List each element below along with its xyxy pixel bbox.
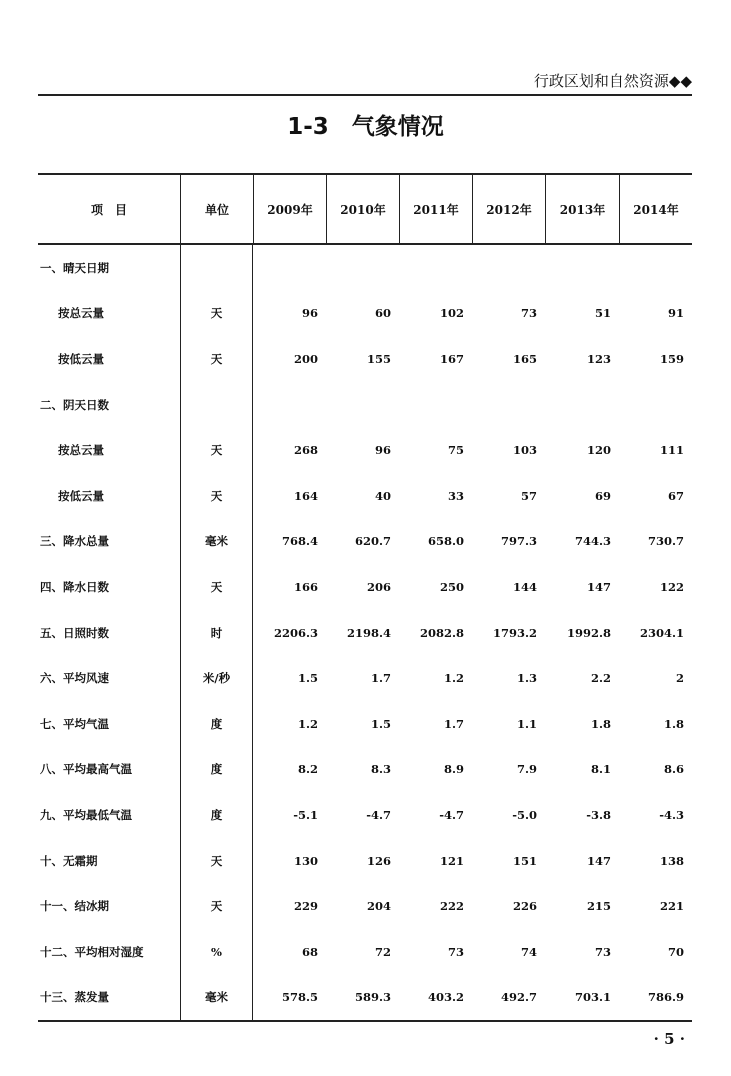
row-unit: 度 (180, 747, 253, 793)
table-row (38, 792, 692, 838)
row-item: 十三、蒸发量 (40, 990, 109, 1005)
row-unit: 度 (180, 792, 253, 838)
cell-value: 1.2 (297, 716, 318, 731)
cell-value: 1.8 (590, 716, 611, 731)
cell-value: 122 (659, 579, 684, 594)
cell-value: 578.5 (281, 990, 318, 1005)
cell-value: 91 (667, 306, 684, 321)
cell-value: 2206.3 (273, 625, 318, 640)
cell-value: 159 (659, 351, 684, 366)
column-header: 2014年 (619, 175, 692, 243)
cell-value: 123 (586, 351, 611, 366)
cell-value: 1.3 (516, 671, 537, 686)
cell-value (253, 245, 326, 291)
row-unit: 毫米 (180, 975, 253, 1021)
table-row (38, 564, 692, 610)
column-header: 单位 (180, 175, 253, 243)
cell-value (619, 382, 692, 428)
row-item: 一、晴天日期 (40, 260, 109, 275)
cell-value: 2082.8 (419, 625, 464, 640)
cell-value: 221 (659, 899, 684, 914)
cell-value: 786.9 (647, 990, 684, 1005)
cell-value (545, 245, 619, 291)
column-header: 2011年 (399, 175, 472, 243)
column-header: 项 目 (90, 202, 127, 217)
cell-value: 72 (374, 944, 391, 959)
cell-value: 1.7 (370, 671, 391, 686)
cell-value: 1.2 (443, 671, 464, 686)
row-unit: 天 (180, 291, 253, 337)
cell-value: 75 (447, 443, 464, 458)
row-item: 按总云量 (58, 306, 104, 321)
table-header (38, 175, 692, 245)
cell-value: 155 (366, 351, 391, 366)
cell-value: 151 (512, 853, 537, 868)
cell-value: 730.7 (647, 534, 684, 549)
cell-value: 8.9 (443, 762, 464, 777)
cell-value: 1.5 (297, 671, 318, 686)
table-row (38, 747, 692, 793)
cell-value: 147 (586, 853, 611, 868)
table-row (38, 245, 692, 291)
row-item: 四、降水日数 (40, 579, 109, 594)
table-row (38, 473, 692, 519)
row-item: 八、平均最高气温 (40, 762, 132, 777)
table-row (38, 610, 692, 656)
table-row (38, 975, 692, 1021)
table-row (38, 883, 692, 929)
row-item: 五、日照时数 (40, 625, 109, 640)
cell-value: 130 (293, 853, 318, 868)
row-item: 六、平均风速 (40, 671, 109, 686)
cell-value: 589.3 (354, 990, 391, 1005)
cell-value: 40 (374, 488, 391, 503)
cell-value (253, 382, 326, 428)
row-unit (180, 245, 253, 291)
cell-value: 165 (512, 351, 537, 366)
cell-value: -5.0 (512, 807, 537, 822)
cell-value: 102 (439, 306, 464, 321)
cell-value: 268 (293, 443, 318, 458)
row-item: 按总云量 (58, 443, 104, 458)
row-unit: 天 (180, 473, 253, 519)
cell-value: 96 (301, 306, 318, 321)
cell-value: 703.1 (574, 990, 611, 1005)
row-item: 十、无霜期 (40, 853, 98, 868)
table-row (38, 838, 692, 884)
row-unit: 米/秒 (180, 655, 253, 701)
cell-value: 797.3 (500, 534, 537, 549)
cell-value: 620.7 (354, 534, 391, 549)
column-header: 2009年 (253, 175, 326, 243)
row-item: 十二、平均相对湿度 (40, 944, 144, 959)
cell-value: 103 (512, 443, 537, 458)
cell-value: 403.2 (427, 990, 464, 1005)
row-unit: 时 (180, 610, 253, 656)
table-row (38, 291, 692, 337)
row-unit: 天 (180, 838, 253, 884)
table-row (38, 701, 692, 747)
cell-value: 111 (659, 443, 684, 458)
row-item: 按低云量 (58, 351, 104, 366)
row-item: 十一、结冰期 (40, 899, 109, 914)
row-unit: 天 (180, 427, 253, 473)
row-unit: 度 (180, 701, 253, 747)
table-row (38, 427, 692, 473)
cell-value: 215 (586, 899, 611, 914)
table-row (38, 519, 692, 565)
cell-value: 121 (439, 853, 464, 868)
row-item: 七、平均气温 (40, 716, 109, 731)
cell-value: 2304.1 (639, 625, 684, 640)
cell-value (399, 382, 472, 428)
table-row (38, 655, 692, 701)
cell-value: 147 (586, 579, 611, 594)
cell-value: 68 (301, 944, 318, 959)
cell-value: 222 (439, 899, 464, 914)
cell-value (619, 245, 692, 291)
cell-value: 1.7 (443, 716, 464, 731)
cell-value: 2.2 (590, 671, 611, 686)
row-unit (180, 382, 253, 428)
cell-value: 126 (366, 853, 391, 868)
cell-value: 7.9 (516, 762, 537, 777)
cell-value (326, 245, 399, 291)
cell-value (326, 382, 399, 428)
cell-value: 226 (512, 899, 537, 914)
cell-value: 1.1 (516, 716, 537, 731)
cell-value: 2198.4 (346, 625, 391, 640)
cell-value: -4.7 (366, 807, 391, 822)
cell-value: 70 (667, 944, 684, 959)
cell-value: 8.1 (590, 762, 611, 777)
row-item: 按低云量 (58, 488, 104, 503)
row-unit: 天 (180, 883, 253, 929)
cell-value: 2 (675, 671, 684, 686)
table-row (38, 382, 692, 428)
cell-value: 1793.2 (492, 625, 537, 640)
cell-value (545, 382, 619, 428)
cell-value: -4.3 (659, 807, 684, 822)
table-row (38, 336, 692, 382)
cell-value: 166 (293, 579, 318, 594)
cell-value: -3.8 (586, 807, 611, 822)
running-header: 行政区划和自然资源◆◆ (533, 72, 692, 90)
header-rule (38, 94, 692, 96)
cell-value: 768.4 (281, 534, 318, 549)
column-header: 2013年 (545, 175, 619, 243)
cell-value: 8.6 (663, 762, 684, 777)
page-title: 1-3 气象情况 (287, 114, 444, 140)
weather-table (38, 173, 692, 1022)
cell-value: 200 (293, 351, 318, 366)
table-body (38, 245, 692, 1020)
row-unit: 毫米 (180, 519, 253, 565)
cell-value: 1992.8 (566, 625, 611, 640)
table-row (38, 929, 692, 975)
cell-value: 73 (447, 944, 464, 959)
cell-value: 250 (439, 579, 464, 594)
cell-value: 167 (439, 351, 464, 366)
column-header: 2012年 (472, 175, 545, 243)
cell-value: 204 (366, 899, 391, 914)
row-unit: % (180, 929, 253, 975)
row-unit: 天 (180, 336, 253, 382)
row-item: 二、阴天日数 (40, 397, 109, 412)
cell-value: 206 (366, 579, 391, 594)
cell-value: 1.8 (663, 716, 684, 731)
cell-value: 120 (586, 443, 611, 458)
cell-value: 8.3 (370, 762, 391, 777)
cell-value: -5.1 (293, 807, 318, 822)
cell-value (472, 382, 545, 428)
cell-value: 492.7 (500, 990, 537, 1005)
row-unit: 天 (180, 564, 253, 610)
cell-value: 74 (520, 944, 537, 959)
cell-value: 51 (594, 306, 611, 321)
cell-value: 69 (594, 488, 611, 503)
cell-value: 144 (512, 579, 537, 594)
cell-value: 138 (659, 853, 684, 868)
row-item: 三、降水总量 (40, 534, 109, 549)
cell-value: 658.0 (427, 534, 464, 549)
cell-value: 164 (293, 488, 318, 503)
cell-value: 33 (447, 488, 464, 503)
cell-value: 57 (520, 488, 537, 503)
column-header: 2010年 (326, 175, 399, 243)
page-number: · 5 · (653, 1030, 685, 1048)
cell-value: 1.5 (370, 716, 391, 731)
cell-value: 73 (520, 306, 537, 321)
cell-value: 8.2 (297, 762, 318, 777)
cell-value: -4.7 (439, 807, 464, 822)
cell-value: 96 (374, 443, 391, 458)
cell-value (399, 245, 472, 291)
cell-value: 744.3 (574, 534, 611, 549)
cell-value: 229 (293, 899, 318, 914)
cell-value (472, 245, 545, 291)
cell-value: 73 (594, 944, 611, 959)
cell-value: 60 (374, 306, 391, 321)
cell-value: 67 (667, 488, 684, 503)
row-item: 九、平均最低气温 (40, 807, 132, 822)
